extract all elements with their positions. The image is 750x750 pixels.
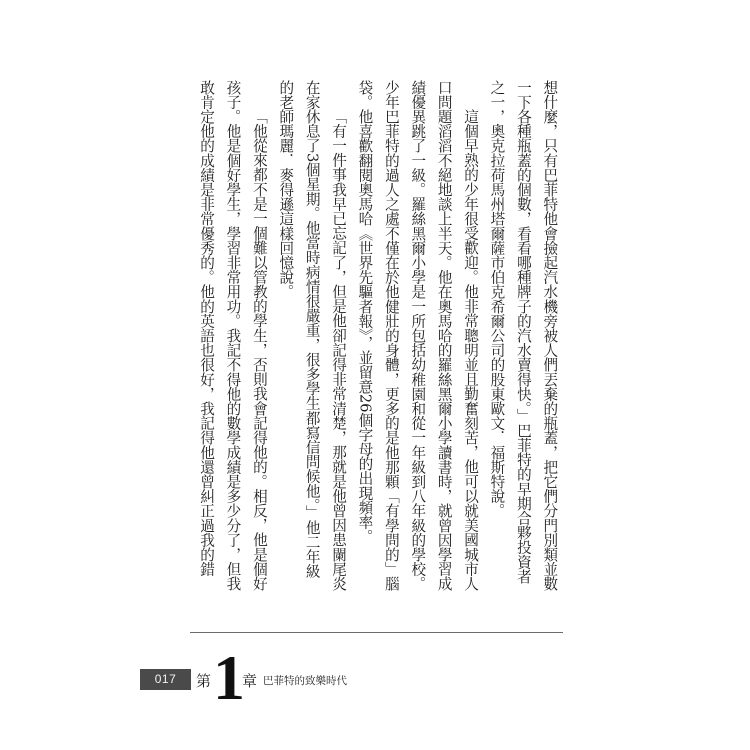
text-column: 「有一件事我早已忘記了，但是他卻記得非常清楚，那就是他曾因患闌尾炎 — [330, 109, 348, 591]
text-column: 袋。他喜歡翻閱奧馬哈《世界先驅者報》，並留意26個字母的出現頻率。 — [356, 80, 374, 544]
text-column: 一下各種瓶蓋的個數，看看哪種牌子的汽水賣得快。」巴菲特的早期合夥投資者 — [514, 80, 532, 584]
chapter-number: 1 — [213, 642, 245, 713]
text-column: 敢肯定他的成績是非常優秀的。他的英語也很好，我記得他還曾糾正過我的錯 — [198, 80, 216, 577]
text-column: 之一，奧克拉荷馬州塔爾薩市伯克希爾公司的股東歐文．福斯特說。 — [488, 80, 506, 518]
text-column: 這個早熟的少年很受歡迎。他非常聰明並且勤奮刻苦，他可以就美國城市人 — [462, 109, 480, 591]
chapter-suffix-label: 章 — [242, 672, 258, 690]
text-column: 少年巴菲特的過人之處不僅在於他健壯的身體，更多的是他那顆「有學問的」腦 — [382, 80, 400, 591]
page-number-badge: 017 — [140, 669, 191, 690]
chapter-prefix-label: 第 — [196, 672, 212, 690]
footer-divider — [190, 632, 563, 633]
text-column: 「他從來都不是一個難以管教的學生，否則我會記得他的。相反，他是個好 — [250, 109, 268, 591]
text-column: 在家休息了3個星期。他當時病情很嚴重，很多學生都寫信問候他。」他二年級 — [303, 80, 321, 579]
text-column: 口問題滔滔不絕地談上半天。他在奧馬哈的羅絲黑爾小學讀書時，就曾因學習成 — [435, 80, 453, 591]
chapter-title: 巴菲特的致樂時代 — [263, 675, 347, 687]
text-column: 績優異跳了一級。羅絲黑爾小學是一所包括幼稚園和從一年級到八年級的學校。 — [409, 80, 427, 591]
text-column: 想什麼，只有巴菲特他會撿起汽水機旁被人們丟棄的瓶蓋，把它們分門別類並數 — [541, 80, 559, 591]
text-column: 孩子。他是個好學生，學習非常用功。我記不得他的數學成績是多少分了，但我 — [224, 80, 242, 591]
text-column: 的老師瑪麗．麥得遜這樣回憶說。 — [277, 80, 295, 299]
